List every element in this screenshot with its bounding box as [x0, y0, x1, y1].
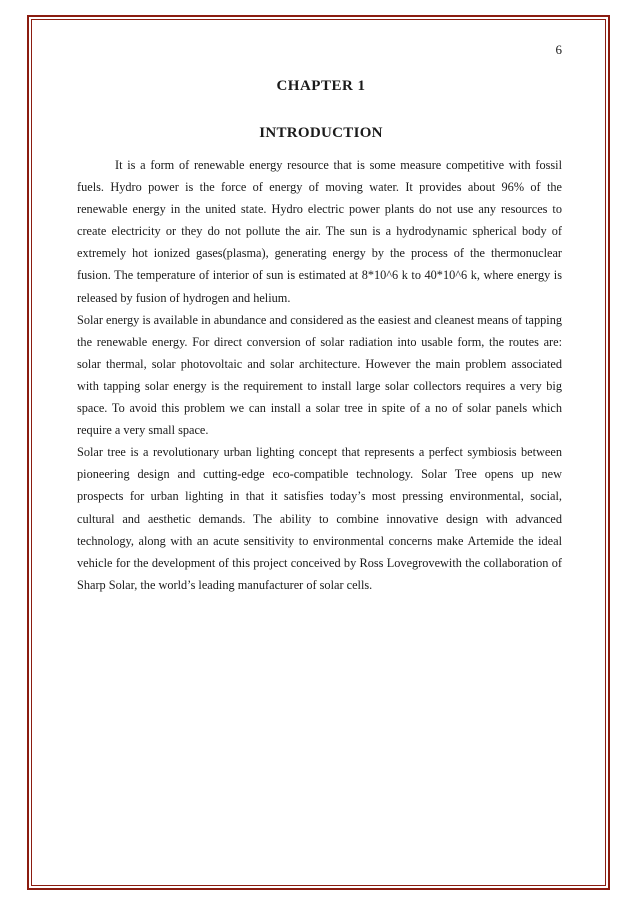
page-number: 6: [555, 42, 562, 57]
section-title-text: INTRODUCTION: [259, 125, 383, 141]
paragraph-solar-energy: Solar energy is available in abundance and considered as the easiest and cleanest means of tapping the renewable energy. For direct conversion of solar radiation into usable form, the routes are: solar thermal, solar photovoltaic and solar architecture. However the main problem associated with tapping solar energy is the requirement to install large solar collectors requires a very big space. To avoid this problem we can install a solar tree in spite of a no of solar panels which require a very small space.: [77, 312, 562, 438]
chapter-heading-text: CHAPTER 1: [276, 78, 366, 94]
chapter-heading: [0, 78, 638, 95]
paragraph-hydro-solar-intro: It is a form of renewable energy resource that is some measure competitive with fossil fuels. Hydro power is the force of energy of moving water. It provides about 96% of the renewable energy in the united state. Hydro electric power plants do not use any resources to create electricity or they do not pollute the air. The sun is a hydrodynamic spherical body of extremely hot ionized gases(plasma), generating energy by the process of the thermonuclear fusion. The temperature of interior of sun is estimated at 8*10^6 k to 40*10^6 k, where energy is released by fusion of hydrogen and helium.: [77, 158, 562, 305]
section-title: [0, 125, 638, 142]
paragraph-solar-tree: Solar tree is a revolutionary urban lighting concept that represents a perfect symbiosis between pioneering design and cutting-edge eco-compatible technology. Solar Tree opens up new prospects for urban lighting in that it satisfies today’s most pressing environmental, social, cultural and aesthetic demands. The ability to combine innovative design with advanced technology, along with an acute sensitivity to environmental concerns make Artemide the ideal vehicle for the development of this project conceived by Ross Lovegrovewith the collaboration of Sharp Solar, the world’s leading manufacturer of solar cells.: [77, 445, 562, 592]
body-text: [77, 154, 562, 596]
